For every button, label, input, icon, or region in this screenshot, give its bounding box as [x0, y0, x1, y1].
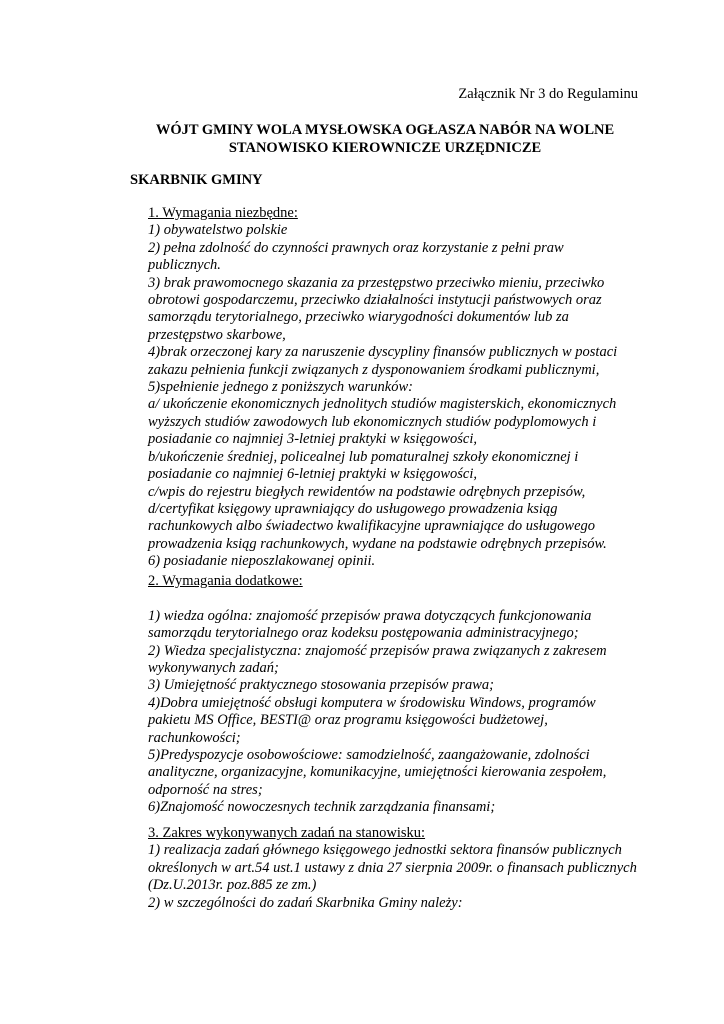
- list-item: 2) w szczególności do zadań Skarbnika Gminy należy:: [148, 894, 463, 911]
- list-item: 2) pełna zdolność do czynności prawnych oraz korzystanie z pełni praw publicznych.: [148, 239, 564, 274]
- list-item: 2) Wiedza specjalistyczna: znajomość przepisów prawa związanych z zakresem wykonywanych zadań;: [148, 642, 607, 677]
- section-additional-qualifications: [148, 573, 638, 817]
- list-item: b/ukończenie średniej, policealnej lub pomaturalnej szkoły ekonomicznej i posiadanie co najmniej 6-letniej praktyki w księgowości,: [148, 448, 579, 483]
- list-item: 4)Dobra umiejętność obsługi komputera w środowisku Windows, programów pakietu MS Office, BESTI@ oraz programu księgowości budżetowej, rachunkowości;: [148, 694, 596, 746]
- list-item: 1) wiedza ogólna: znajomość przepisów prawa dotyczących funkcjonowania samorządu terytorialnego oraz kodeksu postępowania administracyjnego;: [148, 607, 592, 642]
- list-item: d/certyfikat księgowy uprawniający do usługowego prowadzenia ksiąg rachunkowych albo świadectwo kwalifikacyjne uprawniające do usługowego prowadzenia ksiąg rachunkowych, wydane na podstawie odrębnych przepisów.: [148, 500, 607, 552]
- list-item: 6)Znajomość nowoczesnych technik zarządzania finansami;: [148, 799, 496, 816]
- list-item: c/wpis do rejestru biegłych rewidentów na podstawie odrębnych przepisów,: [148, 483, 586, 500]
- heading-line-2: STANOWISKO KIEROWNICZE URZĘDNICZE: [228, 140, 542, 156]
- section-required-qualifications: [148, 205, 638, 571]
- list-item: 3) Umiejętność praktycznego stosowania przepisów prawa;: [148, 677, 494, 694]
- list-item: 6) posiadanie nieposzlakowanej opinii.: [148, 553, 376, 570]
- annex-label: Załącznik Nr 3 do Regulaminu: [458, 86, 638, 102]
- section-title: 2. Wymagania dodatkowe:: [148, 573, 303, 589]
- announcement-heading: [112, 121, 658, 157]
- position-title: SKARBNIK GMINY: [130, 172, 263, 188]
- list-item: 4)brak orzeczonej kary za naruszenie dyscypliny finansów publicznych w postaci zakazu pełnienia funkcji związanych z dysponowaniem środkami publicznymi,: [148, 344, 618, 378]
- section-title: 1. Wymagania niezbędne:: [148, 205, 298, 221]
- list-item: 1) obywatelstwo polskie: [148, 222, 288, 239]
- list-item: 5)Predyspozycje osobowościowe: samodzielność, zaangażowanie, zdolności analityczne, organizacyjne, komunikacyjne, umiejętności kierowania zespołem, odporność na stres;: [148, 747, 607, 798]
- list-item: a/ ukończenie ekonomicznych jednolitych studiów magisterskich, ekonomicznych wyższych studiów zawodowych lub ekonomicznych studiów podyplomowych i posiadanie co najmniej 3-letniej praktyki w księgowości,: [148, 396, 617, 448]
- section-duties-scope: [148, 825, 638, 912]
- list-item: 1) realizacja zadań głównego księgowego jednostki sektora finansów publicznych określonych w art.54 ust.1 ustawy z dnia 27 sierpnia 2009r. o finansach publicznych (Dz.U.2013r. poz.885 ze zm.): [148, 842, 637, 894]
- section-title: 3. Zakres wykonywanych zadań na stanowisku:: [148, 825, 426, 841]
- spacer: [148, 590, 638, 607]
- list-item: 5)spełnienie jednego z poniższych warunków:: [148, 379, 413, 396]
- heading-line-1: WÓJT GMINY WOLA MYSŁOWSKA OGŁASZA NABÓR NA WOLNE: [155, 122, 615, 138]
- list-item: 3) brak prawomocnego skazania za przestępstwo przeciwko mieniu, przeciwko obrotowi gospodarczemu, przeciwko działalności instytucji państwowych oraz samorządu terytorialnego, przeciwko wiarygodności dokumentów lub za przestępstwo skarbowe,: [148, 274, 605, 343]
